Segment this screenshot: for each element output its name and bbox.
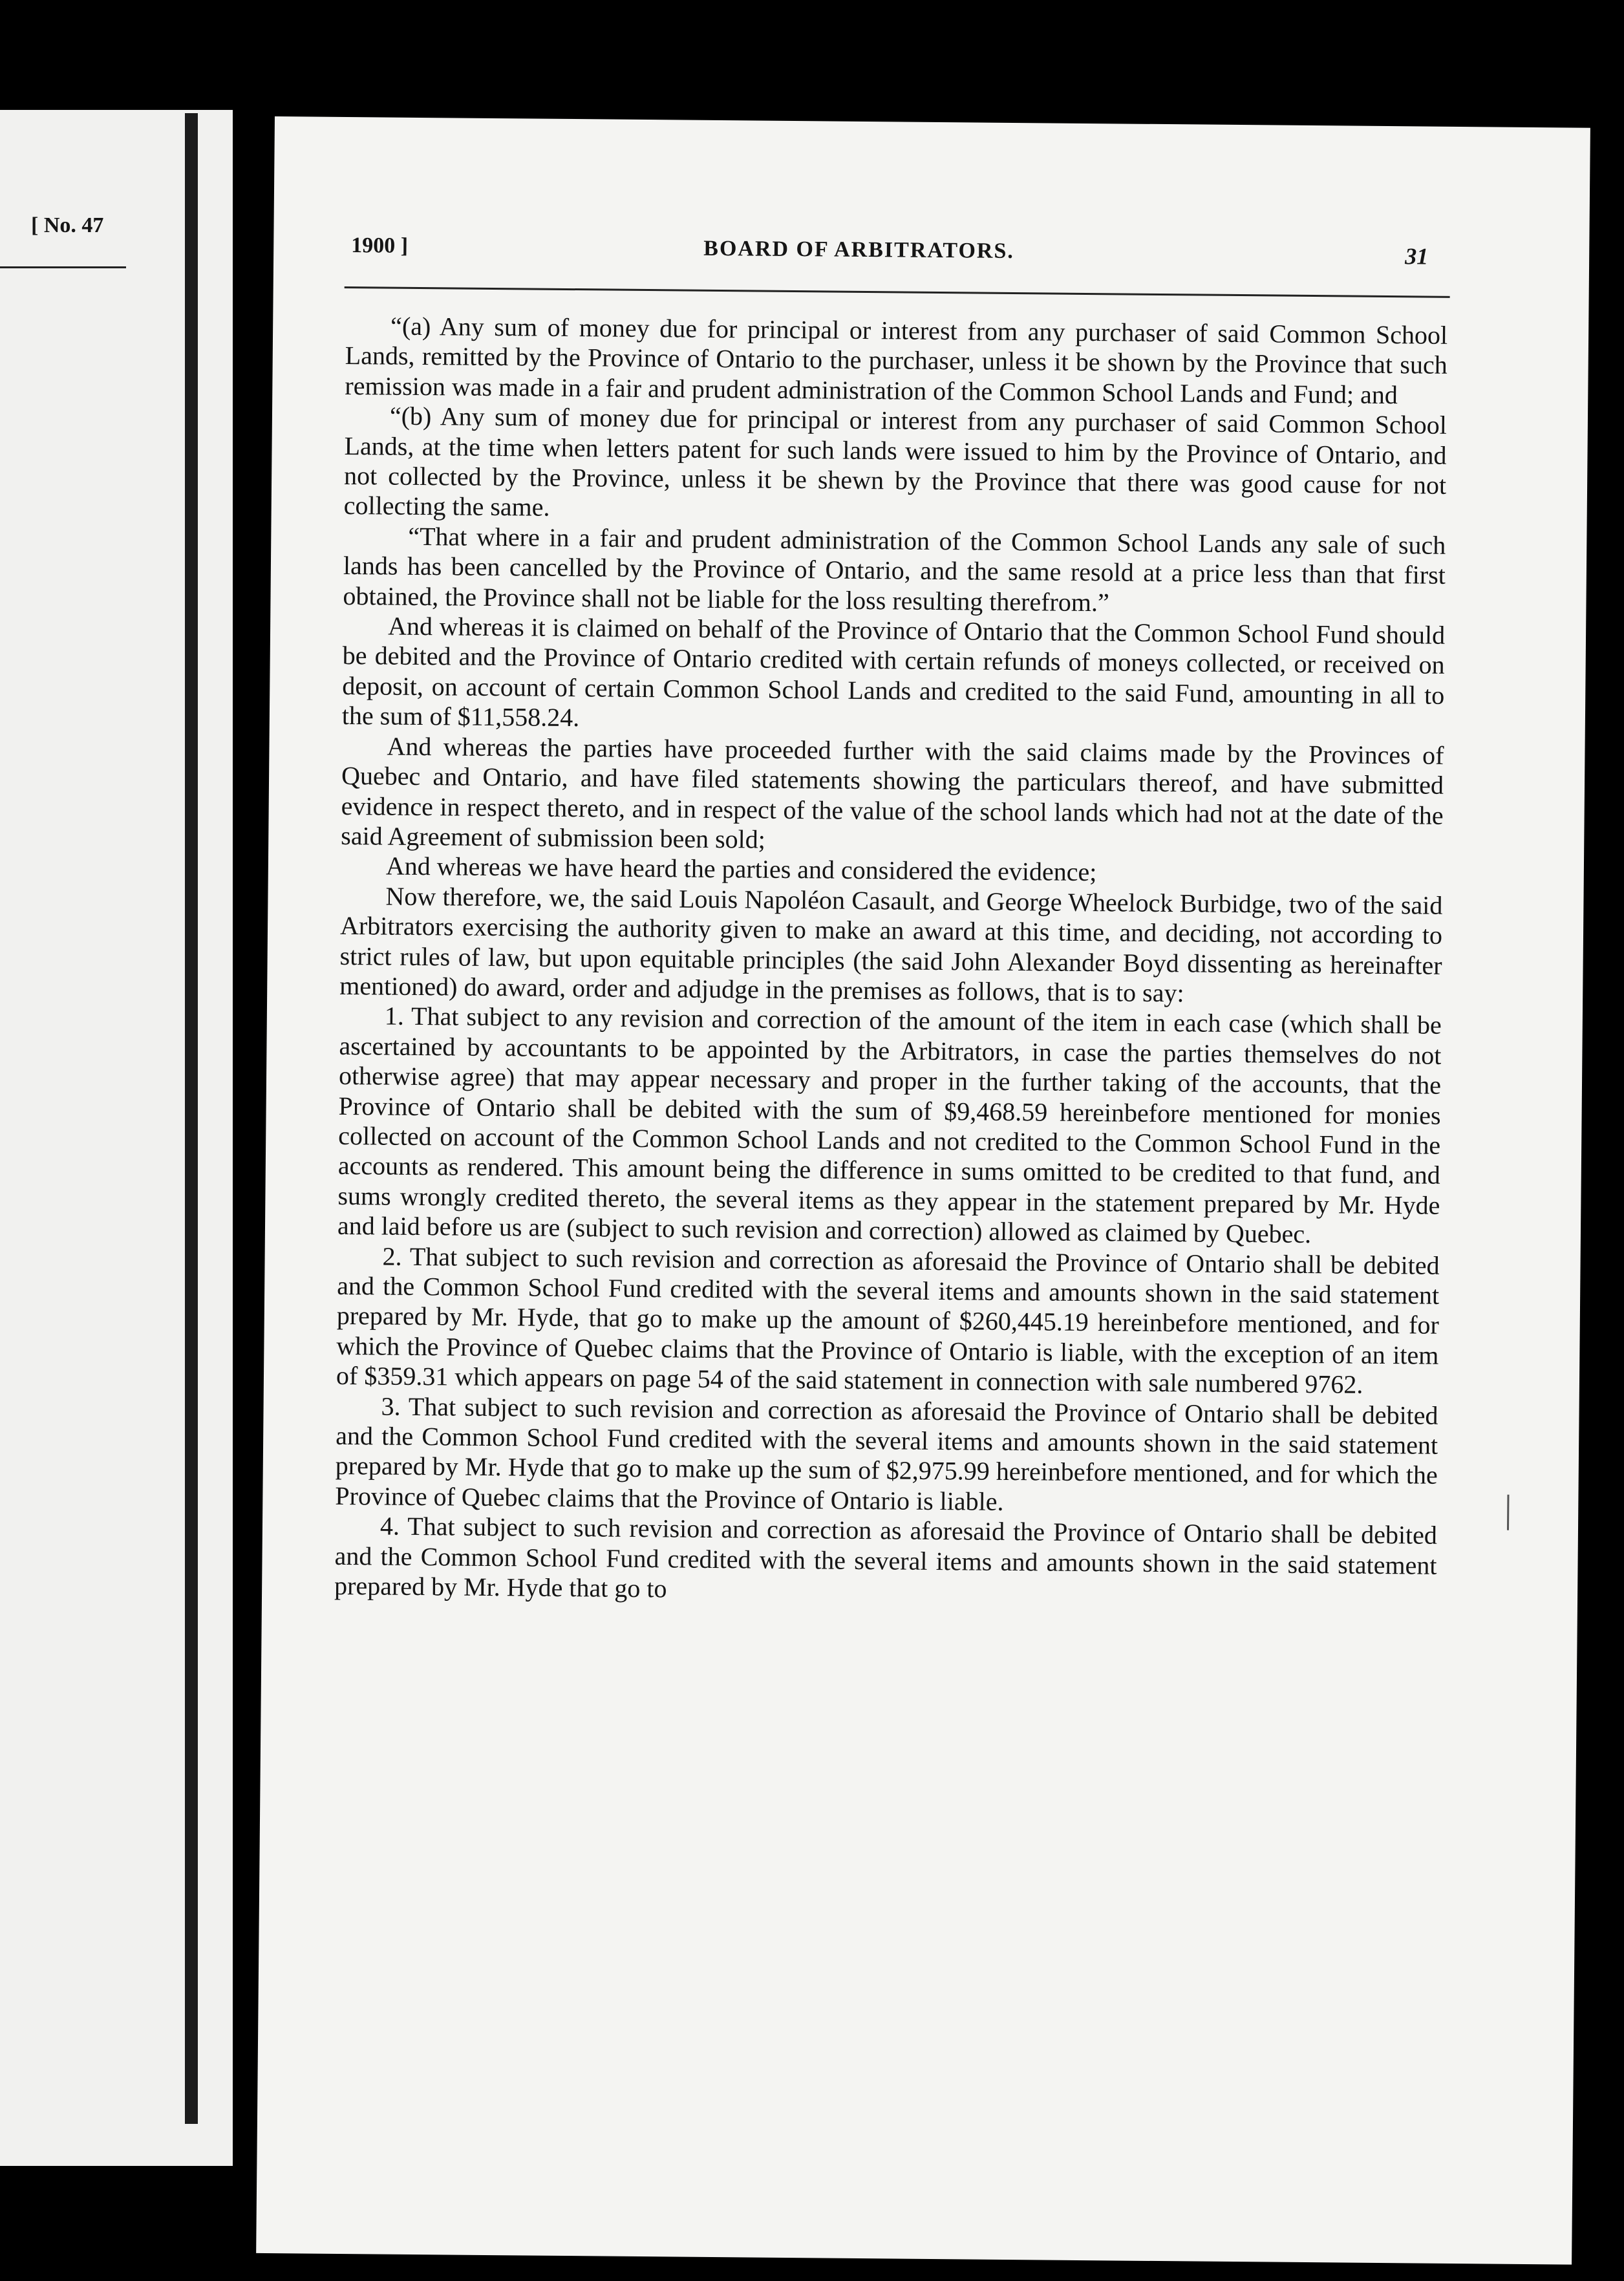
page-header-year: 1900 ] bbox=[351, 233, 409, 258]
paragraph-statements-filed: And whereas the parties have proceeded further with the said claims made by the Provinces of Quebec and Ontario, and have filed statements showing the particulars thereof, and have submitted evidence in respect thereto, and in respect of the value of the school lands which had not at the date of the said Agreement of submission been sold; bbox=[341, 731, 1444, 854]
right-page bbox=[256, 116, 1590, 2265]
paragraph-item-3: 3. That subject to such revision and correction as aforesaid the Province of Ontario shall be debited and the Common School Fund credited with the several items and amounts shown in the said statement prepared by Mr. Hyde that go to make up the sum of $2,975.99 hereinbefore mentioned, and for which the Province of Quebec claims that the Province of Ontario is liable. bbox=[335, 1391, 1438, 1516]
paragraph-evidence-heard: And whereas we have heard the parties and considered the evidence; bbox=[385, 851, 1097, 887]
paragraph-clause-b: “(b) Any sum of money due for principal or interest from any purchaser of said Common School Lands, at the time when letters patent for such lands were issued to him by the Province of Ontario, and not collected by the Province, unless it be shewn by the Province that there was good cause for not collecting the same. bbox=[343, 401, 1448, 522]
left-page bbox=[0, 110, 233, 2166]
header-rule bbox=[345, 286, 1450, 298]
page-header-title: BOARD OF ARBITRATORS. bbox=[703, 236, 1015, 263]
page-number: 31 bbox=[1405, 243, 1429, 270]
left-page-header: [ No. 47 bbox=[31, 213, 104, 237]
paragraph-item-2: 2. That subject to such revision and correction as aforesaid the Province of Ontario shall be debited and the Common School Fund credited with the several items and amounts shown in the said statement prepared by Mr. Hyde, that go to make up the amount of $260,445.19 hereinbefore mentioned, and for which the Province of Quebec claims that the Province of Ontario is liable, with the exception of an item of $359.31 which appears on page 54 of the said statement in connection with sale numbered 9762. bbox=[336, 1241, 1440, 1399]
paragraph-clause-a: “(a) Any sum of money due for principal or interest from any purchaser of said Common School Lands, remitted by the Province of Ontario to the purchaser, unless it be shown by the Province that such remission was made in a fair and prudent administration of the Common School Lands and Fund; and bbox=[345, 311, 1448, 409]
page-body bbox=[334, 311, 1448, 1611]
paragraph-resold-lands: “That where in a fair and prudent administration of the Common School Lands any sale of such lands has been cancelled by the Province of Ontario, and the same resold at a price less than that first obtained, the Province shall not be liable for the loss resulting therefrom.” bbox=[343, 521, 1446, 617]
paragraph-refunds-claim: And whereas it is claimed on behalf of the Province of Ontario that the Common School Fund should be debited and the Province of Ontario credited with certain refunds of moneys collected, or received on deposit, on account of certain Common School Lands and credited to the said Fund, amounting in all to the sum of $11,558.24. bbox=[341, 611, 1446, 733]
left-header-rule bbox=[0, 266, 126, 268]
margin-mark bbox=[1507, 1495, 1509, 1530]
book-gutter bbox=[185, 113, 198, 2124]
paragraph-award-preamble: Now therefore, we, the said Louis Napoléon Casault, and George Wheelock Burbidge, two of the said Arbitrators exercising the authority given to make an award at this time, and deciding, not according to strict rules of law, but upon equitable principles (the said John Alexander Boyd dissenting as hereinafter mentioned) do award, order and adjudge in the premises as follows, that is to say: bbox=[339, 881, 1443, 1008]
paragraph-item-4: 4. That subject to such revision and correction as aforesaid the Province of Ontario shall be debited and the Common School Fund credited with the several items and amounts shown in the said statement prepared by Mr. Hyde that go to bbox=[334, 1511, 1438, 1603]
paragraph-item-1: 1. That subject to any revision and correction of the amount of the item in each case (which shall be ascertained by accountants to be appointed by the Arbitrators, in case the parties themselves do not otherwise agree) that may appear necessary and proper in the further taking of the accounts, that the Province of Ontario shall be debited with the sum of $9,468.59 hereinbefore mentioned for monies collected on account of the Common School Lands and not credited to the Common School Fund in the accounts as rendered. This amount being the difference in sums omitted to be credited to that fund, and sums wrongly credited thereto, the several items as they appear in the statement prepared by Mr. Hyde and laid before us are (subject to such revision and correction) allowed as claimed by Quebec. bbox=[337, 1001, 1442, 1249]
